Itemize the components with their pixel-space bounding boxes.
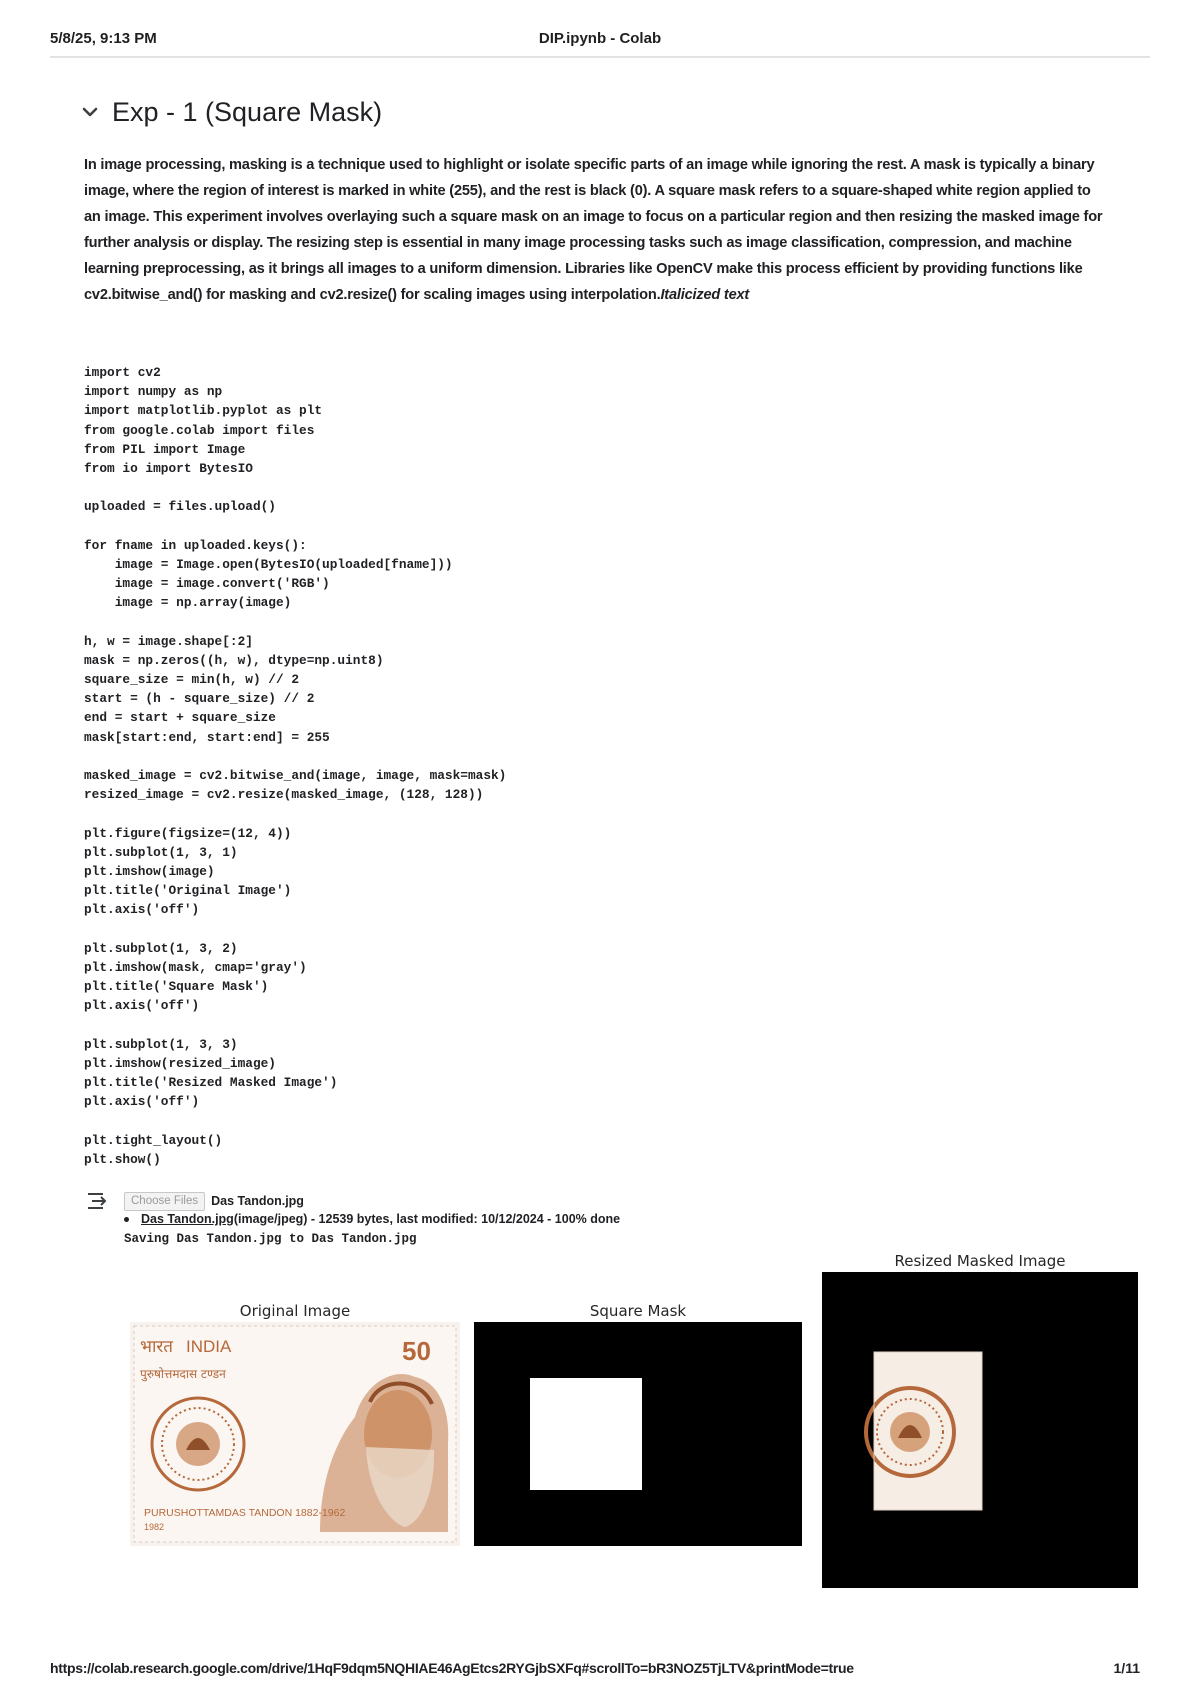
code-line: plt.show() (84, 1151, 161, 1167)
code-line: square_size = min(h, w) // 2 (84, 672, 300, 687)
code-line (84, 1111, 784, 1130)
code-line: resized_image = cv2.resize(masked_image, (128, 128)) (84, 787, 484, 803)
code-line: plt.subplot(1, 3, 1) (84, 844, 238, 860)
stamp-value: 50 (402, 1336, 431, 1366)
code-line: start = (h - square_size) // 2 (84, 691, 315, 707)
code-line: plt.imshow(resized_image) (84, 1055, 276, 1071)
section-title: Exp - 1 (Square Mask) (112, 96, 383, 127)
uploaded-file-name: Das Tandon.jpg (141, 1212, 234, 1226)
code-line: plt.subplot(1, 3, 2) (84, 940, 238, 956)
code-line: from io import BytesIO (84, 460, 253, 476)
code-line (84, 478, 784, 497)
code-line (84, 612, 784, 631)
intro-text-cell (84, 152, 1104, 308)
code-line: image = np.array(image) (84, 595, 292, 611)
saving-message: Saving Das Tandon.jpg to Das Tandon.jpg (124, 1232, 417, 1246)
code-line: mask = np.zeros((h, w), dtype=np.uint8) (84, 652, 384, 668)
code-line (84, 747, 784, 766)
header-divider (50, 56, 1150, 58)
code-line: plt.title('Resized Masked Image') (84, 1074, 338, 1090)
italic-text: Italicized text (660, 287, 750, 303)
code-line: import matplotlib.pyplot as plt (84, 403, 323, 419)
code-cell[interactable] (84, 363, 784, 1169)
notebook-title: DIP.ipynb - Colab (538, 30, 662, 47)
stamp-year: 1982 (144, 1522, 165, 1532)
section-header[interactable] (78, 92, 382, 132)
code-line: plt.axis('off') (84, 902, 200, 918)
code-line: end = start + square_size (84, 710, 276, 726)
upload-detail: (image/jpeg) - 12539 bytes, last modified: 10/12/2024 - 100% done (233, 1212, 621, 1226)
intro-paragraph: In image processing, masking is a technique used to highlight or isolate specific parts of an image while ignoring the rest. A mask is typically a binary image, where the region of interest is marked in white (255), and the rest is black (0). A square mask refers to a square-shaped white region applied to an image. This experiment involves overlaying such a square mask on an image to focus on a particular region and then resizing the masked image for further analysis or display. The resizing step is essential in many image processing tasks such as image classification, compression, and machine learning preprocessing, as it brings all images to a uniform dimension. Libraries like OpenCV make this process efficient by providing functions like cv2.bitwise_and() for masking and cv2.resize() for scaling images using interpolation. (84, 157, 1103, 303)
code-line: plt.axis('off') (84, 998, 200, 1014)
chevron-down-icon[interactable] (78, 100, 102, 124)
stamp-caption: PURUSHOTTAMDAS TANDON 1882-1962 (144, 1507, 346, 1519)
code-line: plt.title('Original Image') (84, 883, 292, 899)
stamp-name-devanagari: पुरुषोत्तमदास टण्डन (140, 1367, 226, 1381)
code-line: plt.tight_layout() (84, 1132, 223, 1148)
code-line: image = Image.open(BytesIO(uploaded[fname])) (84, 556, 453, 572)
code-line: uploaded = files.upload() (84, 499, 276, 515)
print-header (50, 30, 1150, 54)
file-upload-row (124, 1191, 304, 1211)
original-image-panel (130, 1322, 460, 1546)
code-line: from PIL import Image (84, 441, 246, 457)
resized-masked-image-panel (822, 1272, 1138, 1588)
code-line: plt.figure(figsize=(12, 4)) (84, 825, 292, 841)
code-line: import cv2 (84, 365, 161, 380)
code-line: plt.imshow(image) (84, 863, 215, 879)
code-line: for fname in uploaded.keys(): (84, 537, 307, 553)
code-line: import numpy as np (84, 384, 223, 400)
code-line: image = image.convert('RGB') (84, 576, 330, 592)
code-line: plt.imshow(mask, cmap='gray') (84, 959, 307, 975)
page-url[interactable]: https://colab.research.google.com/drive/1HqF9dqm5NQHIAE46AgEtcs2RYGjbSXFq#scrollTo=bR3NOZ5TjLTV&printMode=true (50, 1660, 854, 1676)
code-line: h, w = image.shape[:2] (84, 633, 253, 649)
print-datetime: 5/8/25, 9:13 PM (50, 30, 157, 47)
code-line: masked_image = cv2.bitwise_and(image, image, mask=mask) (84, 767, 507, 783)
code-line (84, 517, 784, 536)
mask-square (530, 1378, 642, 1490)
page-number: 1/11 (1113, 1660, 1140, 1676)
stamp-country-devanagari: भारत (140, 1337, 173, 1357)
output-toggle-icon[interactable] (85, 1190, 111, 1212)
code-line (84, 804, 784, 823)
selected-file-name: Das Tandon.jpg (211, 1194, 304, 1208)
code-line: plt.subplot(1, 3, 3) (84, 1036, 238, 1052)
stamp-country: INDIA (186, 1337, 232, 1356)
square-mask-panel (474, 1322, 802, 1546)
code-line: from google.colab import files (84, 422, 315, 438)
code-line (84, 1015, 784, 1034)
code-line: plt.title('Square Mask') (84, 979, 269, 994)
code-line: plt.axis('off') (84, 1094, 200, 1110)
original-image-title: Original Image (239, 1302, 351, 1320)
upload-status (124, 1212, 620, 1226)
square-mask-title: Square Mask (589, 1302, 687, 1320)
bullet-icon (124, 1217, 129, 1222)
code-line (84, 919, 784, 938)
code-line: mask[start:end, start:end] = 255 (84, 729, 330, 745)
choose-files-button[interactable]: Choose Files (124, 1192, 205, 1211)
resized-masked-image-title: Resized Masked Image (894, 1252, 1066, 1270)
